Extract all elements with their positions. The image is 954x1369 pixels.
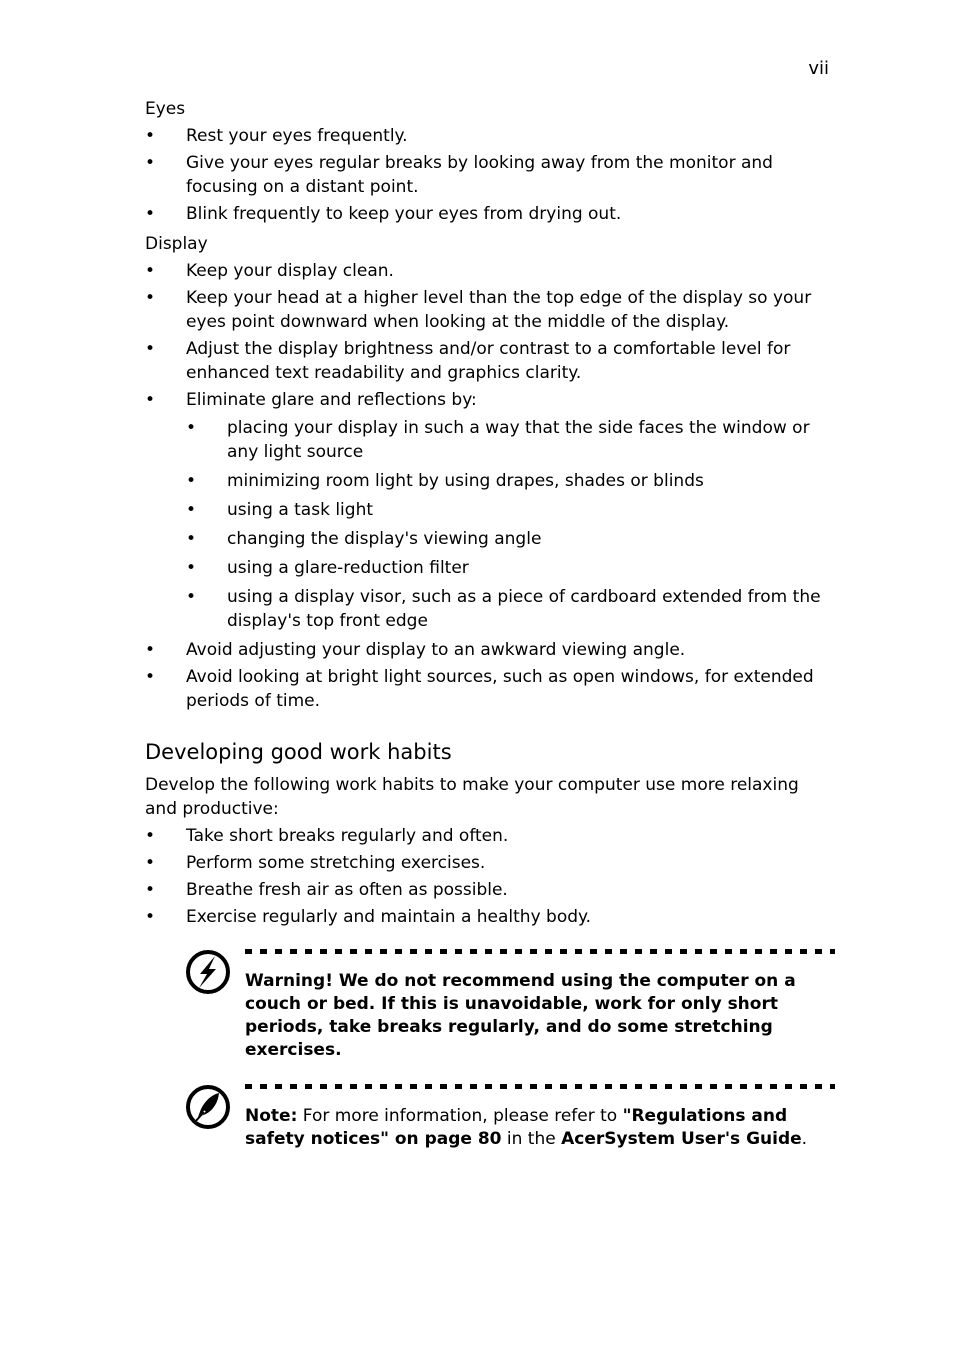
- bullet-icon: •: [145, 667, 156, 687]
- dotted-separator: [245, 1084, 835, 1089]
- list-item: • Avoid adjusting your display to an awkward viewing angle.: [145, 640, 686, 660]
- note-guide-title: AcerSystem User's Guide: [561, 1129, 802, 1149]
- habits-list: [145, 824, 835, 929]
- list-item: • Keep your head at a higher level than the top edge of the display so your eyes point downward when looking at the middle of the display.: [145, 288, 812, 332]
- bullet-icon: •: [145, 288, 156, 308]
- bullet-icon: •: [186, 529, 197, 549]
- bullet-icon: •: [145, 907, 156, 927]
- eyes-label: Eyes: [145, 99, 186, 119]
- note-text-part: .: [801, 1129, 808, 1149]
- display-label: Display: [145, 234, 208, 254]
- note-text-part: in the: [501, 1129, 562, 1149]
- list-item: • Adjust the display brightness and/or contrast to a comfortable level for enhanced text readability and graphics clarity.: [145, 339, 791, 383]
- warning-notice: [185, 949, 835, 1062]
- note-pen-icon: [185, 1084, 231, 1130]
- glare-sublist: [186, 416, 835, 633]
- bullet-icon: •: [145, 339, 156, 359]
- sub-list-item: • using a glare-reduction filter: [186, 558, 469, 578]
- bullet-icon: •: [145, 126, 156, 146]
- list-item: • Perform some stretching exercises.: [145, 853, 486, 873]
- dotted-separator: [245, 949, 835, 954]
- note-label: Note:: [245, 1106, 298, 1126]
- bullet-icon: •: [145, 390, 156, 410]
- bullet-icon: •: [186, 418, 197, 438]
- warning-lightning-icon: [185, 949, 231, 995]
- note-text: [245, 1105, 835, 1151]
- section-heading: Developing good work habits: [145, 740, 452, 764]
- sub-list-item: • using a display visor, such as a piece of cardboard extended from the display's top front edge: [186, 587, 821, 631]
- display-list: [145, 259, 835, 713]
- bullet-icon: •: [186, 471, 197, 491]
- page-content: [145, 97, 835, 1194]
- bullet-icon: •: [145, 261, 156, 281]
- bullet-icon: •: [186, 558, 197, 578]
- bullet-icon: •: [186, 587, 197, 607]
- sub-list-item: • minimizing room light by using drapes, shades or blinds: [186, 471, 704, 491]
- list-item: • Avoid looking at bright light sources, such as open windows, for extended periods of time.: [145, 667, 814, 711]
- page-number: vii: [808, 58, 829, 79]
- note-reference: "Regulations and safety notices" on page 80: [245, 1106, 788, 1149]
- list-item: • Give your eyes regular breaks by looking away from the monitor and focusing on a distant point.: [145, 153, 773, 197]
- list-item: • Keep your display clean.: [145, 261, 394, 281]
- list-item: • Blink frequently to keep your eyes from drying out.: [145, 204, 622, 224]
- bullet-icon: •: [145, 153, 156, 173]
- list-item: • Rest your eyes frequently.: [145, 126, 408, 146]
- bullet-icon: •: [145, 826, 156, 846]
- bullet-icon: •: [145, 880, 156, 900]
- sub-list-item: • placing your display in such a way that the side faces the window or any light source: [186, 418, 810, 462]
- note-text-part: For more information, please refer to: [297, 1106, 623, 1126]
- bullet-icon: •: [186, 500, 197, 520]
- bullet-icon: •: [145, 640, 156, 660]
- list-item: • Exercise regularly and maintain a healthy body.: [145, 907, 592, 927]
- warning-text: Warning! We do not recommend using the computer on a couch or bed. If this is unavoidable, work for only short periods, take breaks regularly, and do some stretching exercises.: [245, 971, 796, 1060]
- sub-list-item: • using a task light: [186, 500, 374, 520]
- list-item: • Take short breaks regularly and often.: [145, 826, 509, 846]
- list-item: • Breathe fresh air as often as possible.: [145, 880, 508, 900]
- note-notice: [185, 1084, 835, 1194]
- bullet-icon: •: [145, 853, 156, 873]
- sub-list-item: • changing the display's viewing angle: [186, 529, 542, 549]
- eyes-list: [145, 124, 835, 226]
- list-item: • Eliminate glare and reflections by: • placing your display in such a way that the side faces the window or any light source • minimizing room light by using drapes, shades or blinds • using a task light • changing the display's viewing angle • using a glare-reduction filter • using a display visor, such as a piece of cardboard extended from the display's top front edge: [145, 388, 835, 633]
- bullet-icon: •: [145, 204, 156, 224]
- habits-intro: Develop the following work habits to make your computer use more relaxing and productive:: [145, 775, 799, 819]
